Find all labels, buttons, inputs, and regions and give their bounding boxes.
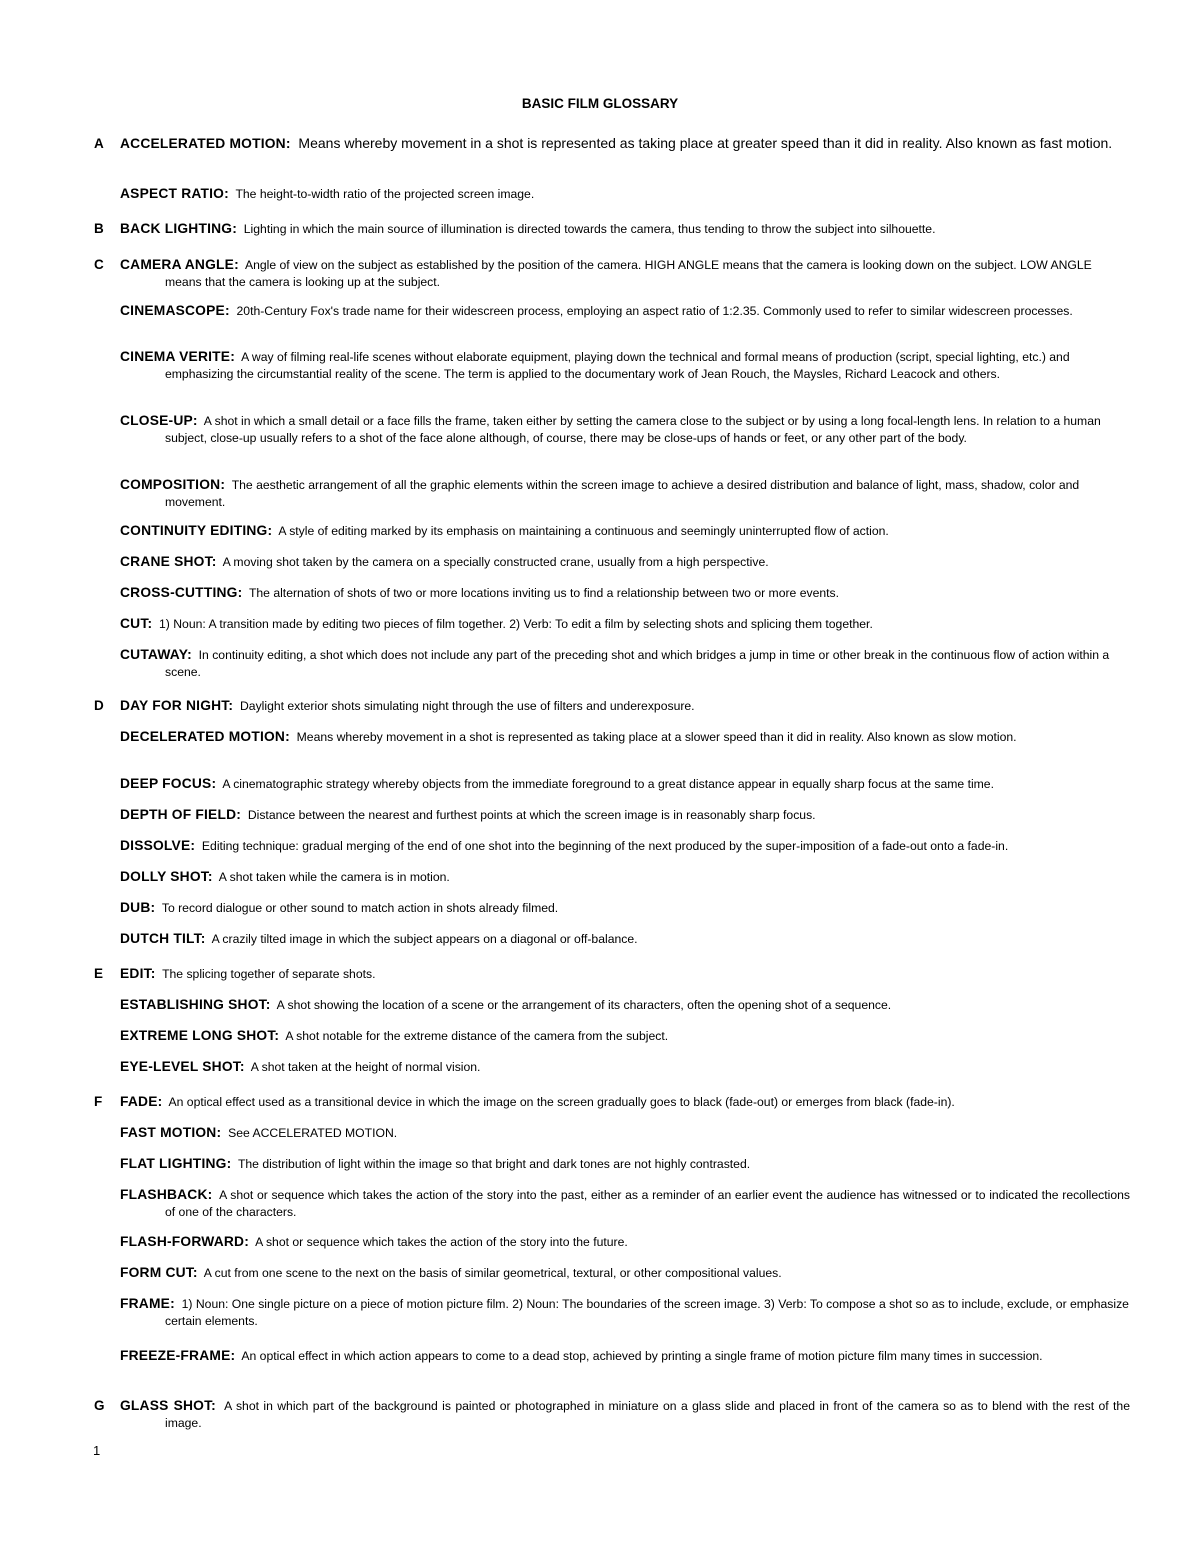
entry-body <box>120 1156 1130 1173</box>
glossary-definition: A way of filming real-life scenes without elaborate equipment, playing down the technical and formal means of production (script, special lighting, etc.) and emphasizing the circumstantial reality of the scene. The term is applied to the documentary work of Jean Rouch, the Maysles, Richard Leacock and others. <box>165 350 1070 381</box>
entry-body <box>120 1234 1130 1251</box>
entry-body <box>120 221 1130 238</box>
glossary-definition: A crazily tilted image in which the subject appears on a diagonal or off-balance. <box>211 932 638 946</box>
section-letter: E <box>94 966 104 981</box>
term-colon: : <box>147 616 153 631</box>
glossary-term: BACK LIGHTING <box>120 221 233 236</box>
glossary-term: FAST MOTION <box>120 1125 217 1140</box>
glossary-definition: A shot taken at the height of normal vision. <box>250 1060 481 1074</box>
glossary-term: FLASH-FORWARD <box>120 1234 245 1249</box>
glossary-definition: The alternation of shots of two or more locations inviting us to find a relationship between two or more events. <box>248 586 839 600</box>
term-colon: : <box>224 303 230 318</box>
section-letter: G <box>94 1398 105 1413</box>
glossary-term: DISSOLVE <box>120 838 191 853</box>
glossary-definition: A cinematographic strategy whereby objects from the immediate foreground to a great distance appear in equally sharp focus at the same time. <box>222 777 994 791</box>
glossary-definition: A shot or sequence which takes the action of the story into the future. <box>255 1235 628 1249</box>
glossary-term: COMPOSITION <box>120 477 221 492</box>
glossary-term: CINEMA VERITE <box>120 349 231 364</box>
entry-body <box>120 349 1130 382</box>
term-colon: : <box>237 585 243 600</box>
glossary-entry <box>120 729 1130 746</box>
glossary-definition: A shot showing the location of a scene or the arrangement of its characters, often the opening shot of a sequence. <box>276 998 892 1012</box>
term-colon: : <box>224 186 229 201</box>
glossary-term: CROSS-CUTTING <box>120 585 238 600</box>
entry-body <box>120 698 1130 715</box>
glossary-entry <box>120 966 1130 983</box>
glossary-definition: A shot in which part of the background is painted or photographed in miniature on a glass slide and placed in front of the camera so as to blend with the rest of the image. <box>165 1399 1130 1430</box>
glossary-definition: See ACCELERATED MOTION. <box>228 1126 398 1140</box>
glossary-term: FREEZE-FRAME <box>120 1348 231 1363</box>
term-colon: : <box>226 1156 232 1171</box>
glossary-definition: Lighting in which the main source of illumination is directed towards the camera, thus tending to throw the subject into silhouette. <box>243 222 936 236</box>
entry-body <box>120 776 1130 793</box>
glossary-definition: A shot in which a small detail or a face fills the frame, taken either by setting the camera close to the subject or by using a long focal-length lens. In relation to a human subject, close-up usually refers to a shot of the face alone although, of course, there may be close-ups of hands or feet, or any other part of the body. <box>165 414 1101 445</box>
glossary-entry <box>120 1348 1130 1365</box>
term-colon: : <box>230 349 235 364</box>
section-letter: C <box>94 257 104 272</box>
glossary-term: DAY FOR NIGHT <box>120 698 229 713</box>
glossary-term: DEPTH OF FIELD <box>120 807 237 822</box>
glossary-term: FLAT LIGHTING <box>120 1156 227 1171</box>
term-colon: : <box>285 729 290 744</box>
glossary-term: CRANE SHOT <box>120 554 212 569</box>
glossary-entry <box>120 186 1130 203</box>
entry-body <box>120 257 1130 290</box>
glossary-entry <box>120 616 1130 633</box>
glossary-entry <box>120 221 1130 238</box>
glossary-entry <box>120 647 1130 680</box>
glossary-entry <box>120 776 1130 793</box>
term-colon: : <box>232 221 237 236</box>
glossary-term: ACCELERATED MOTION <box>120 136 286 151</box>
entry-body <box>120 1348 1130 1365</box>
glossary-entry <box>120 349 1130 382</box>
term-colon: : <box>207 1187 213 1202</box>
entry-body <box>120 1296 1130 1329</box>
glossary-definition: Means whereby movement in a shot is represented as taking place at greater speed than it did in reality. Also known as fast motion. <box>298 135 1113 151</box>
glossary-term: ASPECT RATIO <box>120 186 225 201</box>
glossary-entry <box>120 1125 1130 1142</box>
entry-body <box>120 869 1130 886</box>
term-colon: : <box>228 698 234 713</box>
entry-body <box>120 931 1130 948</box>
term-colon: : <box>274 1028 280 1043</box>
glossary-entry <box>120 869 1130 886</box>
entry-body <box>120 585 1130 602</box>
glossary-definition: To record dialogue or other sound to match action in shots already filmed. <box>161 901 559 915</box>
glossary-definition: 1) Noun: A transition made by editing two pieces of film together. 2) Verb: To edit a film by selecting shots and splicing them together. <box>159 617 873 631</box>
glossary-entry <box>120 134 1130 153</box>
glossary-entry <box>120 1187 1130 1220</box>
glossary-entry <box>120 257 1130 290</box>
glossary-entry <box>120 1398 1130 1431</box>
entry-body <box>120 729 1130 746</box>
glossary-term: CONTINUITY EDITING <box>120 523 268 538</box>
term-colon: : <box>157 1094 163 1109</box>
term-colon: : <box>187 647 192 662</box>
entry-body <box>120 1059 1130 1076</box>
glossary-definition: An optical effect in which action appears to come to a dead stop, achieved by printing a single frame of motion picture film many times in succession. <box>241 1349 1043 1363</box>
section-letter: D <box>94 698 104 713</box>
term-colon: : <box>230 1348 236 1363</box>
section-letter: B <box>94 221 104 236</box>
entry-body <box>120 1398 1130 1431</box>
glossary-entry <box>120 477 1130 510</box>
term-colon: : <box>211 554 217 569</box>
term-colon: : <box>234 257 239 272</box>
page-title: BASIC FILM GLOSSARY <box>521 96 679 111</box>
glossary-term: DECELERATED MOTION <box>120 729 286 744</box>
glossary-term: GLASS SHOT <box>120 1398 212 1413</box>
entry-body <box>120 134 1130 153</box>
glossary-definition: The height-to-width ratio of the projected screen image. <box>235 187 535 201</box>
entry-body <box>120 413 1130 446</box>
glossary-term: CUT <box>120 616 148 631</box>
glossary-entry <box>120 1094 1130 1111</box>
entry-body <box>120 807 1130 824</box>
glossary-term: CLOSE-UP <box>120 413 193 428</box>
glossary-definition: A style of editing marked by its emphasis on maintaining a continuous and seemingly uninterrupted flow of action. <box>278 524 889 538</box>
glossary-entry <box>120 900 1130 917</box>
entry-body <box>120 997 1130 1014</box>
glossary-definition: An optical effect used as a transitional device in which the image on the screen gradually goes to black (fade-out) or emerges from black (fade-in). <box>168 1095 955 1109</box>
glossary-definition: The distribution of light within the image so that bright and dark tones are not highly contrasted. <box>237 1157 751 1171</box>
entry-body <box>120 1094 1130 1111</box>
glossary-definition: A moving shot taken by the camera on a specially constructed crane, usually from a high perspective. <box>222 555 769 569</box>
glossary-definition: A shot notable for the extreme distance of the camera from the subject. <box>285 1029 669 1043</box>
glossary-entry <box>120 698 1130 715</box>
term-colon: : <box>236 807 242 822</box>
entry-body <box>120 1265 1130 1282</box>
page-number: 1 <box>93 1443 101 1458</box>
glossary-entry <box>120 554 1130 571</box>
glossary-entry <box>120 807 1130 824</box>
glossary-definition: In continuity editing, a shot which does not include any part of the preceding shot and which bridges a jump in time or other break in the continuous flow of action within a scene. <box>165 648 1110 679</box>
glossary-entry <box>120 1265 1130 1282</box>
glossary-definition: Angle of view on the subject as established by the position of the camera. HIGH ANGLE means that the camera is looking down on the subject. LOW ANGLE means that the camera is looking up at the subject. <box>165 258 1092 289</box>
entry-body <box>120 1125 1130 1142</box>
glossary-term: FADE <box>120 1094 158 1109</box>
glossary-term: EXTREME LONG SHOT <box>120 1028 275 1043</box>
glossary-term: DEEP FOCUS <box>120 776 212 791</box>
glossary-definition: A shot or sequence which takes the action of the story into the past, either as a reminder of an earlier event the audience has witnessed or to indicated the recollections of one of the characters. <box>165 1188 1130 1219</box>
glossary-definition: A cut from one scene to the next on the basis of similar geometrical, textural, or other compositional values. <box>203 1266 782 1280</box>
term-colon: : <box>220 477 226 492</box>
term-colon: : <box>170 1296 175 1311</box>
term-colon: : <box>150 900 156 915</box>
entry-body <box>120 186 1130 203</box>
glossary-definition: Distance between the nearest and furthest points at which the screen image is in reasonably sharp focus. <box>247 808 816 822</box>
glossary-term: DOLLY SHOT <box>120 869 208 884</box>
glossary-term: DUB <box>120 900 151 915</box>
glossary-definition: A shot taken while the camera is in motion. <box>218 870 450 884</box>
entry-body <box>120 523 1130 540</box>
term-colon: : <box>200 931 206 946</box>
entry-body <box>120 1187 1130 1220</box>
glossary-definition: The aesthetic arrangement of all the graphic elements within the screen image to achieve a desired distribution and balance of light, mass, shadow, color and movement. <box>165 478 1080 509</box>
glossary-definition: 20th-Century Fox's trade name for their widescreen process, employing an aspect ratio of 1:2.35. Commonly used to refer to similar widescreen processes. <box>236 304 1073 318</box>
glossary-definition: Daylight exterior shots simulating night through the use of filters and underexposure. <box>239 699 695 713</box>
term-colon: : <box>239 1059 245 1074</box>
entry-body <box>120 1028 1130 1045</box>
term-colon: : <box>211 1398 216 1413</box>
term-colon: : <box>190 838 196 853</box>
section-letter: F <box>94 1094 103 1109</box>
glossary-term: ESTABLISHING SHOT <box>120 997 266 1012</box>
glossary-term: FLASHBACK <box>120 1187 208 1202</box>
entry-body <box>120 647 1130 680</box>
entry-body <box>120 838 1130 855</box>
term-colon: : <box>285 136 291 151</box>
entry-body <box>120 477 1130 510</box>
glossary-term: FRAME <box>120 1296 171 1311</box>
glossary-definition: 1) Noun: One single picture on a piece of motion picture film. 2) Noun: The boundaries of the screen image. 3) Verb: To compose a shot so as to include, exclude, or emphasize certain elements. <box>165 1297 1129 1328</box>
glossary-entry <box>120 585 1130 602</box>
term-colon: : <box>211 776 217 791</box>
glossary-entry <box>120 1296 1130 1329</box>
glossary-entry <box>120 1234 1130 1251</box>
term-colon: : <box>192 413 198 428</box>
glossary-definition: The splicing together of separate shots. <box>162 967 376 981</box>
glossary-term: EDIT <box>120 966 151 981</box>
glossary-term: EYE-LEVEL SHOT <box>120 1059 240 1074</box>
glossary-entry <box>120 1059 1130 1076</box>
glossary-entry <box>120 1156 1130 1173</box>
term-colon: : <box>150 966 156 981</box>
glossary-entry <box>120 931 1130 948</box>
glossary-definition: Means whereby movement in a shot is represented as taking place at a slower speed than it did in reality. Also known as slow motion. <box>296 730 1017 744</box>
entry-body <box>120 554 1130 571</box>
glossary-entry <box>120 303 1130 320</box>
glossary-entry <box>120 838 1130 855</box>
term-colon: : <box>265 997 271 1012</box>
glossary-term: CINEMASCOPE <box>120 303 225 318</box>
glossary-term: DUTCH TILT <box>120 931 201 946</box>
glossary-term: FORM CUT <box>120 1265 193 1280</box>
term-colon: : <box>216 1125 222 1140</box>
glossary-definition: Editing technique: gradual merging of the end of one shot into the beginning of the next produced by the super-imposition of a fade-out onto a fade-in. <box>201 839 1009 853</box>
term-colon: : <box>244 1234 250 1249</box>
entry-body <box>120 966 1130 983</box>
glossary-entry <box>120 413 1130 446</box>
glossary-entry <box>120 523 1130 540</box>
entry-body <box>120 900 1130 917</box>
term-colon: : <box>207 869 213 884</box>
section-letter: A <box>94 136 104 151</box>
glossary-term: CAMERA ANGLE <box>120 257 235 272</box>
entry-body <box>120 303 1130 320</box>
glossary-entry <box>120 1028 1130 1045</box>
term-colon: : <box>267 523 273 538</box>
glossary-term: CUTAWAY <box>120 647 188 662</box>
entry-body <box>120 616 1130 633</box>
term-colon: : <box>192 1265 198 1280</box>
glossary-entry <box>120 997 1130 1014</box>
